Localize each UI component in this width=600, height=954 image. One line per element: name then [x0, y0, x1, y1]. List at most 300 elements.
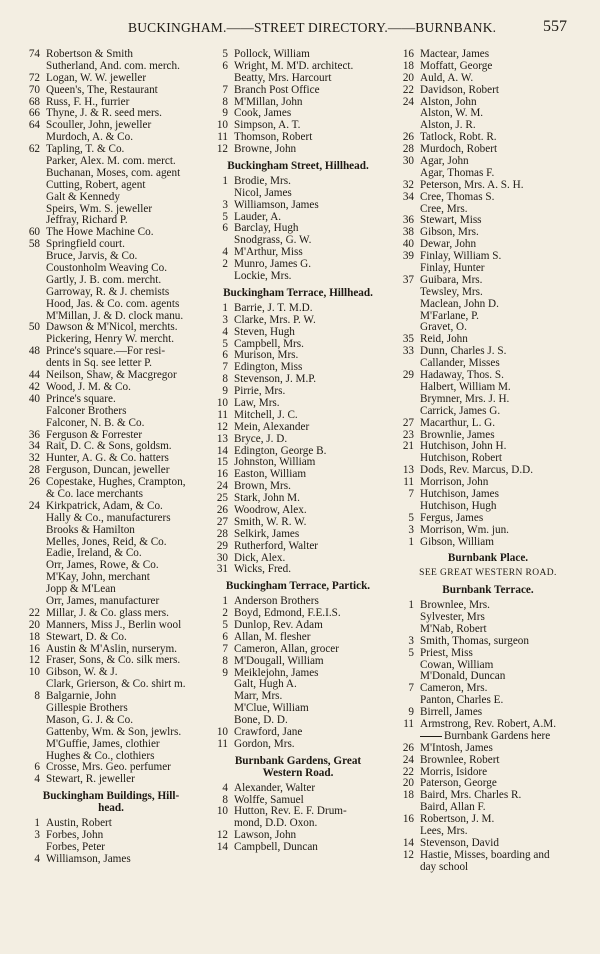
house-number: 44 [28, 369, 40, 382]
house-number: 5 [222, 619, 228, 632]
entry-text: Melles, Jones, Reid, & Co. [46, 535, 167, 548]
entry-text: Stewart, D. & Co. [46, 630, 127, 643]
entry-text: Campbell, Mrs. [234, 337, 304, 350]
entry-text: Hally & Co., manufacturers [46, 511, 171, 524]
entry-text: Falconer Brothers [46, 404, 127, 417]
entry-text: Galt & Kennedy [46, 190, 120, 203]
entry-text: Rait, D. C. & Sons, goldsm. [46, 440, 172, 453]
entry-text: Smith, Thomas, surgeon [420, 634, 529, 647]
entry-text: Anderson Brothers [234, 595, 319, 608]
entry-text: Peterson, Mrs. A. S. H. [420, 178, 524, 191]
heading-line: SEE GREAT WESTERN ROAD. [419, 568, 557, 579]
entry-text: Falconer, N. B. & Co. [46, 416, 145, 429]
house-number: 29 [216, 539, 228, 552]
house-number: 35 [402, 333, 414, 346]
house-number: 14 [216, 841, 228, 854]
entry-text: Brooks & Hamilton [46, 523, 135, 536]
entry-text: Gibson, William [420, 535, 494, 548]
house-number: 1 [408, 599, 414, 612]
house-number: 7 [222, 361, 228, 374]
entry-text: Cook, James [234, 107, 292, 120]
entry-list [206, 303, 390, 576]
entry-text: Wright, M. M'D. architect. [234, 59, 354, 72]
house-number: 12 [216, 829, 228, 842]
page-header [0, 20, 600, 40]
entry-text: Reid, John [420, 333, 468, 346]
house-number: 6 [222, 222, 228, 235]
entry-text: Crawford, Jane [234, 726, 303, 739]
street-heading [206, 288, 390, 300]
column-left [18, 49, 204, 866]
entry-text: Gattenby, Wm. & Son, jewlrs. [46, 725, 182, 738]
entry-text: dents in Sq. see letter P. [46, 357, 152, 370]
house-number: 7 [222, 642, 228, 655]
entry-text: Queen's, The, Restaurant [46, 83, 158, 96]
house-number: 60 [28, 226, 40, 239]
entry-text: Pickering, Henry W. mercht. [46, 333, 175, 346]
house-number: 16 [402, 813, 414, 826]
house-number: 8 [222, 793, 228, 806]
entry-text: day school [420, 860, 469, 873]
entry-text: Dods, Rev. Marcus, D.D. [420, 464, 533, 477]
entry-text: Steven, Hugh [234, 325, 295, 338]
entry-text: Mein, Alexander [234, 420, 310, 433]
entry-text: Jeffray, Richard P. [46, 214, 128, 227]
house-number: 13 [402, 464, 414, 477]
entry-text: Garroway, R. & J. chemists [46, 285, 170, 298]
house-number: 11 [217, 737, 228, 750]
house-number: 12 [402, 848, 414, 861]
entry-text: Lawson, John [234, 829, 297, 842]
entry-text: Pollock, William [234, 49, 310, 60]
entry-text: Orr, James, Rowe, & Co. [46, 559, 159, 572]
entry-text: Munro, James G. [234, 258, 312, 271]
entry-text: Stewart, Miss [420, 214, 482, 227]
house-number: 11 [217, 131, 228, 144]
entry-text: Panton, Charles E. [420, 694, 504, 707]
house-number: 34 [28, 440, 40, 453]
entry-list [392, 49, 584, 548]
entry-text: Dunlop, Rev. Adam [234, 619, 323, 632]
entry-text: Hutchison, Robert [420, 452, 503, 465]
entry-text: Priest, Miss [420, 646, 473, 659]
house-number: 32 [28, 452, 40, 465]
entry-text: Browne, John [234, 143, 297, 156]
entry-text: Hadaway, Thos. S. [420, 369, 504, 382]
entry-text: The Howe Machine Co. [46, 226, 154, 239]
entry-text: Finlay, William S. [420, 250, 502, 263]
entry-text: Cree, Thomas S. [420, 190, 495, 203]
entry-text: Hood, Jas. & Co. com. agents [46, 297, 180, 310]
entry-text: Thyne, J. & R. seed mers. [46, 107, 162, 120]
house-number: 16 [216, 468, 228, 481]
entry-text: Smith, W. R. W. [234, 515, 307, 528]
house-number: 23 [402, 428, 414, 441]
entry-text: Murdoch, A. & Co. [46, 131, 134, 144]
entry-text: Baird, Allan F. [420, 801, 486, 814]
entry-text: Gillespie Brothers [46, 701, 128, 714]
entry-text: Davidson, Robert [420, 83, 499, 96]
entry-text: Fraser, Sons, & Co. silk mers. [46, 654, 181, 667]
house-number: 9 [408, 706, 414, 719]
entry-text: Snodgrass, G. W. [234, 234, 312, 247]
entry-text: Cameron, Allan, grocer [234, 642, 340, 655]
house-number: 11 [217, 408, 228, 421]
entry-text: Cameron, Mrs. [420, 682, 488, 695]
directory-entry [392, 537, 584, 549]
house-number: 12 [216, 143, 228, 156]
house-number: 3 [408, 634, 414, 647]
house-number: 32 [402, 178, 414, 191]
entry-text: Dick, Alex. [234, 551, 286, 564]
house-number: 9 [222, 385, 228, 398]
entry-text: Buchanan, Moses, com. agent [46, 166, 181, 179]
house-number: 37 [402, 273, 414, 286]
street-heading [206, 756, 390, 780]
house-number: 13 [216, 432, 228, 445]
house-number: 22 [28, 606, 40, 619]
house-number: 6 [34, 761, 40, 774]
entry-text: Burnbank Gardens here [444, 729, 551, 742]
entry-text: Moffatt, George [420, 59, 493, 72]
entry-text: Paterson, George [420, 777, 497, 790]
entry-text: Wolffe, Samuel [234, 793, 304, 806]
entry-text: Cutting, Robert, agent [46, 178, 146, 191]
house-number: 34 [402, 190, 414, 203]
entry-text: Alston, W. M. [420, 107, 484, 120]
entry-text: Stevenson, J. M.P. [234, 373, 317, 386]
entry-list [18, 49, 204, 786]
house-number: 36 [402, 214, 414, 227]
entry-text: mond, D.D. Oxon. [234, 817, 318, 830]
house-number: 16 [28, 642, 40, 655]
entry-text: Williamson, James [46, 852, 131, 865]
house-number: 24 [28, 499, 40, 512]
house-number: 66 [28, 107, 40, 120]
entry-text: Tatlock, Robt. R. [420, 131, 497, 144]
entry-text: Barrie, J. T. M.D. [234, 301, 313, 314]
house-number: 10 [216, 396, 228, 409]
entry-text: Alston, J. R. [420, 119, 476, 132]
entry-text: Barclay, Hugh [234, 222, 299, 235]
entry-text: Gravet, O. [420, 321, 467, 334]
entry-list [206, 596, 390, 751]
entry-text: Finlay, Hunter [420, 262, 485, 275]
heading-line: Burnbank Place. [447, 552, 529, 565]
house-number: 15 [216, 456, 228, 469]
entry-text: Stark, John M. [234, 492, 300, 505]
house-number: 7 [222, 83, 228, 96]
heading-line: Burnbank Gardens, Great [234, 754, 362, 767]
entry-text: Ferguson, Duncan, jeweller [46, 464, 170, 477]
entry-text: Springfield court. [46, 238, 125, 251]
house-number: 22 [402, 83, 414, 96]
house-number: 18 [402, 59, 414, 72]
entry-text: Ferguson & Forrester [46, 428, 143, 441]
house-number: 42 [28, 380, 40, 393]
house-number: 16 [402, 49, 414, 60]
house-number: 68 [28, 95, 40, 108]
entry-text: Russ, F. H., furrier [46, 95, 130, 108]
entry-text: Crosse, Mrs. Geo. perfumer [46, 761, 171, 774]
heading-line: head. [98, 802, 124, 815]
house-number: 5 [408, 646, 414, 659]
house-number: 10 [28, 666, 40, 679]
house-number: 12 [28, 654, 40, 667]
house-number: 26 [402, 131, 414, 144]
entry-text: Brodie, Mrs. [234, 174, 291, 187]
entry-text: Gartly, J. B. com. mercht. [46, 273, 162, 286]
entry-text: Murison, Mrs. [234, 349, 299, 362]
house-number: 26 [402, 741, 414, 754]
entry-text: Copestake, Hughes, Crampton, [46, 476, 186, 489]
heading-line: Buckingham Terrace, Hillhead. [223, 286, 373, 299]
heading-line: Western Road. [262, 766, 334, 779]
house-number: 74 [28, 49, 40, 60]
house-number: 10 [216, 726, 228, 739]
house-number: 33 [402, 345, 414, 358]
entry-text: Cree, Mrs. [420, 202, 468, 215]
street-heading [206, 581, 390, 593]
house-number: 22 [402, 765, 414, 778]
entry-text: Austin, Robert [46, 817, 112, 830]
house-number: 4 [34, 852, 40, 865]
entry-text: Morrison, John [420, 476, 489, 489]
entry-text: Tapling, T. & Co. [46, 143, 125, 156]
entry-text: Bryce, J. D. [234, 432, 288, 445]
entry-text: Gordon, Mrs. [234, 737, 295, 750]
entry-text: Branch Post Office [234, 83, 320, 96]
entry-text: Clarke, Mrs. P. W. [234, 313, 316, 326]
entry-text: Stewart, R. jeweller [46, 773, 135, 786]
entry-text: Austin & M'Aslin, nurserym. [46, 642, 177, 655]
entry-text: M'Intosh, James [420, 741, 493, 754]
entry-text: Hunter, A. G. & Co. hatters [46, 452, 169, 465]
house-number: 7 [408, 487, 414, 500]
house-number: 1 [222, 174, 228, 187]
entry-text: Hughes & Co., clothiers [46, 749, 155, 762]
house-number: 3 [222, 198, 228, 211]
entry-text: Selkirk, James [234, 527, 300, 540]
entry-text: Johnston, William [234, 456, 316, 469]
entry-text: Prince's square.—For resi- [46, 345, 166, 358]
entry-text: Sylvester, Mrs [420, 611, 485, 624]
entry-text: M'Farlane, P. [420, 309, 479, 322]
entry-text: Lockie, Mrs. [234, 270, 292, 283]
entry-text: Lauder, A. [234, 210, 282, 223]
house-number: 28 [216, 527, 228, 540]
house-number: 28 [28, 464, 40, 477]
entry-text: Macarthur, L. G. [420, 416, 496, 429]
heading-line: Burnbank Terrace. [442, 584, 534, 597]
entry-text: Marr, Mrs. [234, 690, 283, 703]
entry-text: Hastie, Misses, boarding and [420, 848, 550, 861]
entry-text: Mason, G. J. & Co. [46, 713, 134, 726]
entry-text: Edington, Miss [234, 361, 303, 374]
entry-list [206, 176, 390, 283]
entry-text: Halbert, William M. [420, 380, 511, 393]
entry-text: Law, Mrs. [234, 396, 280, 409]
entry-text: Dunn, Charles J. S. [420, 345, 507, 358]
entry-list [18, 818, 204, 866]
entry-text: Wicks, Fred. [234, 563, 292, 576]
house-number: 3 [408, 523, 414, 536]
entry-text: Allan, M. flesher [234, 630, 311, 643]
street-heading [392, 553, 584, 565]
entry-text: Edington, George B. [234, 444, 327, 457]
entry-text: Simpson, A. T. [234, 119, 301, 132]
street-heading [392, 585, 584, 597]
house-number: 5 [222, 337, 228, 350]
house-number: 3 [34, 828, 40, 841]
entry-text: Robertson, J. M. [420, 813, 495, 826]
house-number: 6 [222, 59, 228, 72]
house-number: 10 [216, 119, 228, 132]
entry-text: Cowan, William [420, 658, 494, 671]
entry-text: Bone, D. D. [234, 714, 288, 727]
entry-text: Guibara, Mrs. [420, 273, 483, 286]
house-number: 38 [402, 226, 414, 239]
entry-text: & Co. lace merchants [46, 487, 143, 500]
house-number: 24 [402, 753, 414, 766]
house-number: 6 [222, 349, 228, 362]
entry-text: Brownlee, Mrs. [420, 599, 490, 612]
house-number: 29 [402, 369, 414, 382]
house-number: 1 [222, 595, 228, 608]
house-number: 5 [408, 511, 414, 524]
heading-line: Buckingham Terrace, Partick. [225, 580, 371, 593]
column-right [392, 49, 584, 874]
house-number: 5 [222, 210, 228, 223]
house-number: 18 [402, 789, 414, 802]
entry-text: M'Donald, Duncan [420, 670, 506, 683]
house-number: 14 [402, 836, 414, 849]
directory-entry [18, 854, 204, 866]
entry-text: Neilson, Shaw, & Macgregor [46, 369, 177, 382]
entry-text: Pirrie, Mrs. [234, 385, 286, 398]
house-number: 1 [408, 535, 414, 548]
entry-text: Clark, Grierson, & Co. shirt m. [46, 678, 186, 691]
house-number: 4 [222, 246, 228, 259]
entry-text: Millar, J. & Co. glass mers. [46, 606, 169, 619]
entry-text: Dewar, John [420, 238, 477, 251]
street-heading [206, 161, 390, 173]
entry-text: Murdoch, Robert [420, 143, 498, 156]
entry-text: Hutchison, James [420, 487, 499, 500]
entry-text: Sutherland, And. com. merch. [46, 59, 180, 72]
heading-line: Buckingham Buildings, Hill- [42, 790, 180, 803]
entry-text: Dawson & M'Nicol, merchts. [46, 321, 178, 334]
house-number: 39 [402, 250, 414, 263]
cross-reference [392, 568, 584, 580]
entry-text: M'Arthur, Miss [234, 246, 303, 259]
entry-text: Alexander, Walter [234, 781, 316, 794]
entry-text: M'Millan, J. & D. clock manu. [46, 309, 184, 322]
house-number: 70 [28, 83, 40, 96]
house-number: 1 [34, 817, 40, 830]
house-number: 40 [28, 392, 40, 405]
house-number: 7 [408, 682, 414, 695]
entry-text: Gibson, Mrs. [420, 226, 479, 239]
entry-text: Morrison, Wm. jun. [420, 523, 509, 536]
entry-text: Orr, James, manufacturer [46, 594, 160, 607]
entry-text: Parker, Alex. M. com. merct. [46, 155, 176, 168]
house-number: 10 [216, 805, 228, 818]
house-number: 48 [28, 345, 40, 358]
entry-text: Brownlee, Robert [420, 753, 500, 766]
entry-text: Lees, Mrs. [420, 825, 468, 838]
entry-text: Robertson & Smith [46, 49, 134, 60]
house-number: 25 [216, 492, 228, 505]
directory-entry [206, 271, 390, 283]
house-number: 6 [222, 630, 228, 643]
entry-text: Wood, J. M. & Co. [46, 380, 131, 393]
entry-text: Forbes, John [46, 828, 104, 841]
house-number: 2 [222, 607, 228, 620]
entry-text: Bruce, Jarvis, & Co. [46, 250, 138, 263]
house-number: 4 [222, 781, 228, 794]
entry-text: Mactear, James [420, 49, 490, 60]
entry-text: Stevenson, David [420, 836, 499, 849]
house-number: 20 [402, 777, 414, 790]
entry-text: Easton, William [234, 468, 307, 481]
entry-text: Forbes, Peter [46, 840, 106, 853]
house-number: 1 [222, 301, 228, 314]
entry-text: Manners, Miss J., Berlin wool [46, 618, 182, 631]
entry-list [206, 49, 390, 156]
entry-text: Hutton, Rev. E. F. Drum- [234, 805, 347, 818]
entry-text: Williamson, James [234, 198, 319, 211]
directory-entry [392, 862, 584, 874]
house-number: 18 [28, 630, 40, 643]
entry-list [392, 600, 584, 873]
entry-text: Brymner, Mrs. J. H. [420, 392, 510, 405]
entry-text: Beatty, Mrs. Harcourt [234, 71, 332, 84]
entry-text: Auld, A. W. [420, 71, 474, 84]
directory-entry [206, 842, 390, 854]
house-number: 4 [222, 325, 228, 338]
entry-text: Galt, Hugh A. [234, 678, 297, 691]
entry-text: Fergus, James [420, 511, 484, 524]
directory-entry [206, 144, 390, 156]
house-number: 24 [402, 95, 414, 108]
entry-text: Brownlie, James [420, 428, 495, 441]
page-number: 557 [543, 18, 567, 35]
entry-text: Boyd, Edmond, F.E.I.S. [234, 607, 341, 620]
house-number: 50 [28, 321, 40, 334]
house-number: 8 [222, 95, 228, 108]
entry-text: Morris, Isidore [420, 765, 488, 778]
entry-text: Speirs, Wm. S. jeweller [46, 202, 153, 215]
house-number: 14 [216, 444, 228, 457]
directory-entry [206, 564, 390, 576]
entry-text: M'Dougall, William [234, 654, 324, 667]
house-number: 9 [222, 107, 228, 120]
entry-text: Mitchell, J. C. [234, 408, 298, 421]
entry-list [206, 783, 390, 854]
entry-text: Hutchison, John H. [420, 440, 507, 453]
entry-text: Prince's square. [46, 392, 116, 405]
entry-text: Woodrow, Alex. [234, 503, 307, 516]
entry-text: Hutchison, Hugh [420, 499, 497, 512]
entry-text: Nicol, James [234, 186, 292, 199]
entry-text: Baird, Mrs. Charles R. [420, 789, 522, 802]
house-number: 24 [216, 480, 228, 493]
house-number: 9 [222, 666, 228, 679]
entry-text: Alston, John [420, 95, 477, 108]
entry-text: Carrick, James G. [420, 404, 501, 417]
entry-text: Coustonholm Weaving Co. [46, 262, 168, 275]
